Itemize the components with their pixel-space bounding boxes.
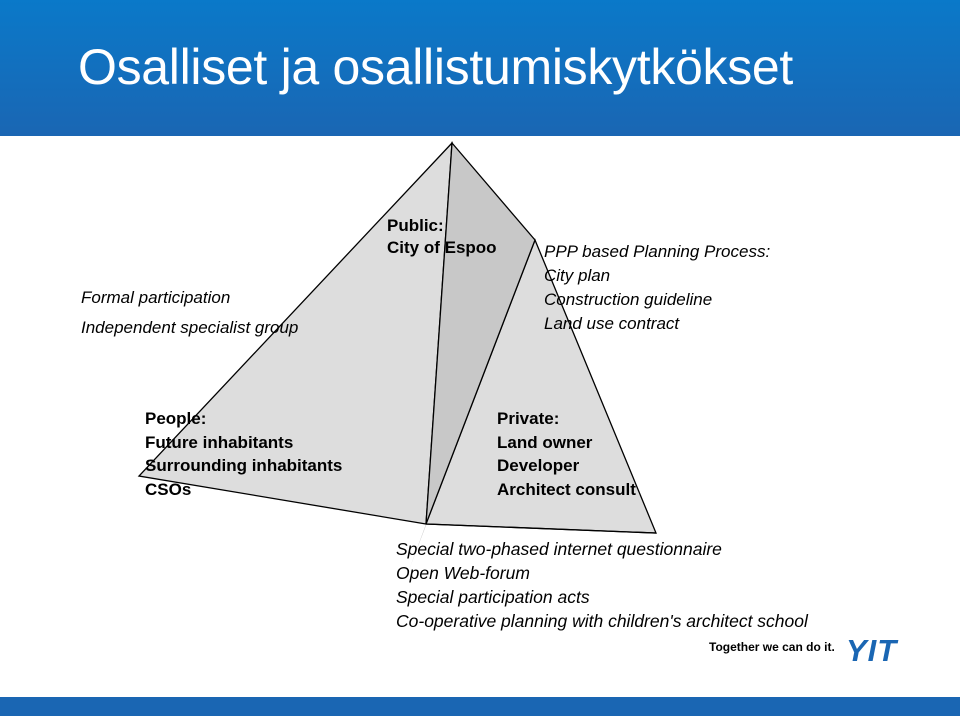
- ppp-line-3: Land use contract: [544, 314, 680, 333]
- people-heading: People:: [145, 409, 207, 428]
- yit-logo-text: YIT: [846, 634, 898, 664]
- formal-line-2: Independent specialist group: [81, 318, 299, 337]
- people-line-3: CSOs: [145, 479, 192, 499]
- special-line-4: Co-operative planning with children's architect school: [396, 611, 808, 631]
- people-line-1: Future inhabitants: [145, 432, 294, 452]
- slide-title: Osalliset ja osallistumiskytkökset: [78, 39, 794, 95]
- special-line-3: Special participation acts: [396, 587, 590, 607]
- special-line-1: Special two-phased internet questionnaire: [396, 539, 722, 559]
- special-line-2: Open Web-forum: [396, 563, 530, 583]
- people-line-2: Surrounding inhabitants: [145, 456, 343, 475]
- public-label: [387, 215, 497, 259]
- yit-logo: [846, 634, 936, 669]
- ppp-process-text: [544, 240, 770, 336]
- private-heading: Private:: [497, 409, 560, 428]
- private-line-2: Developer: [497, 456, 580, 475]
- special-participation-text: [396, 537, 808, 633]
- ppp-heading: PPP based Planning Process:: [544, 242, 771, 261]
- public-heading: Public:: [387, 216, 444, 235]
- yit-logo-icon: [846, 634, 936, 664]
- private-line-3: Architect consult: [497, 479, 636, 499]
- people-label: [145, 407, 342, 501]
- ppp-line-1: City plan: [544, 266, 611, 285]
- ppp-line-2: Construction guideline: [544, 290, 713, 309]
- formal-participation-text: [81, 286, 298, 340]
- formal-line-1: Formal participation: [81, 288, 231, 307]
- private-line-1: Land owner: [497, 432, 593, 452]
- private-label: [497, 407, 636, 501]
- footer-bar: [0, 697, 960, 716]
- public-line-1: City of Espoo: [387, 238, 497, 257]
- slogan-text: Together we can do it.: [709, 640, 835, 654]
